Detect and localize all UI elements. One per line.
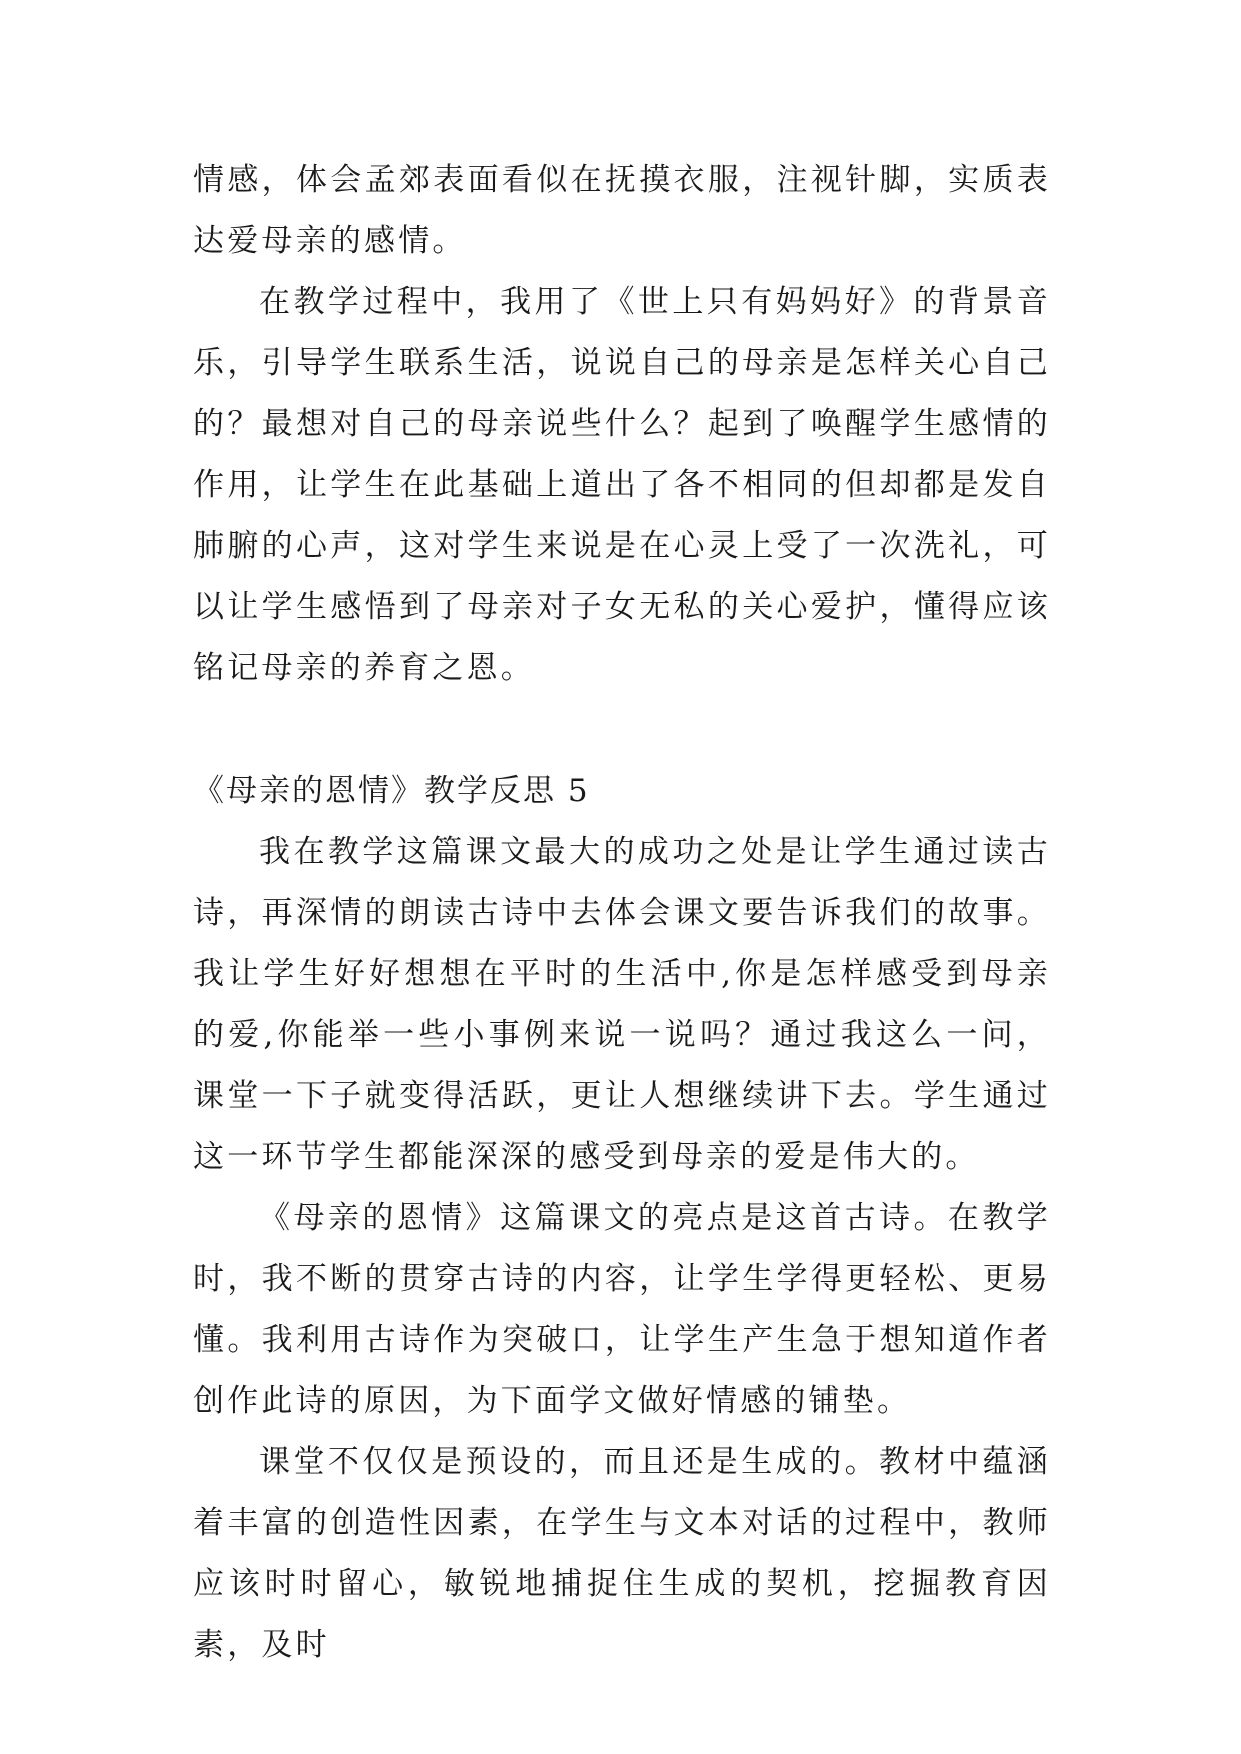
body-paragraph: 在教学过程中，我用了《世上只有妈妈好》的背景音乐，引导学生联系生活，说说自己的母亲是怎样关心自己的？最想对自己的母亲说些什么？起到了唤醒学生感情的作用，让学生在此基础上道出了各不相同的但却都是发自肺腑的心声，这对学生来说是在心灵上受了一次洗礼，可以让学生感悟到了母亲对子女无私的关心爱护，懂得应该铭记母亲的养育之恩。 [193,284,1051,686]
section-title: 《母亲的恩情》教学反思 5 [193,773,590,809]
continued-paragraph: 情感，体会孟郊表面看似在抚摸衣服，注视针脚，实质表达爱母亲的感情。 [193,162,1051,259]
document-page [193,150,1051,1676]
body-paragraph: 《母亲的恩情》这篇课文的亮点是这首古诗。在教学时，我不断的贯穿古诗的内容，让学生学得更轻松、更易懂。我利用古诗作为突破口，让学生产生急于想知道作者创作此诗的原因，为下面学文做好情感的铺垫。 [193,1200,1051,1419]
body-paragraph: 我在教学这篇课文最大的成功之处是让学生通过读古诗，再深情的朗读古诗中去体会课文要告诉我们的故事。我让学生好好想想在平时的生活中,你是怎样感受到母亲的爱,你能举一些小事例来说一说吗？通过我这么一问，课堂一下子就变得活跃，更让人想继续讲下去。学生通过这一环节学生都能深深的感受到母亲的爱是伟大的。 [193,834,1051,1175]
body-paragraph: 课堂不仅仅是预设的，而且还是生成的。教材中蕴涵着丰富的创造性因素，在学生与文本对话的过程中，教师应该时时留心，敏锐地捕捉住生成的契机，挖掘教育因素，及时 [193,1444,1051,1663]
